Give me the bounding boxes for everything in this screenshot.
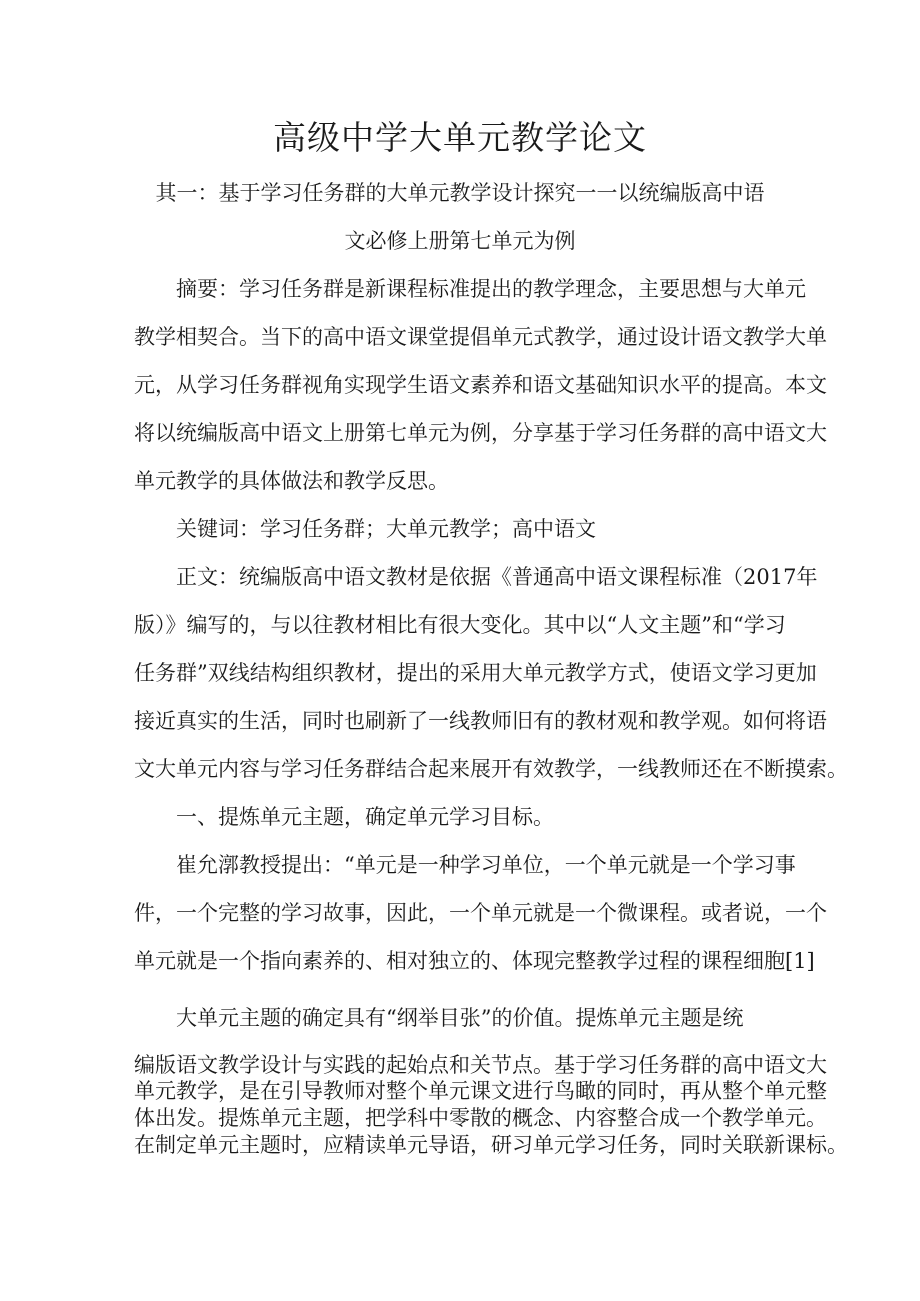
paragraph-line: 编版语文教学设计与实践的起始点和关节点。基于学习任务群的高中语文大 bbox=[134, 1053, 827, 1077]
paragraph-line: 大单元主题的确定具有“纲举目张”的价值。提炼单元主题是统 bbox=[176, 1006, 744, 1030]
subtitle-line-2: 文必修上册第七单元为例 bbox=[344, 229, 576, 253]
abstract-line: 元，从学习任务群视角实现学生语文素养和语文基础知识水平的提高。本文 bbox=[134, 373, 827, 397]
abstract-line: 将以统编版高中语文上册第七单元为例，分享基于学习任务群的高中语文大 bbox=[134, 421, 827, 445]
paragraph-line: 体出发。提炼单元主题，把学科中零散的概念、内容整合成一个教学单元。 bbox=[134, 1106, 827, 1130]
abstract-line: 单元教学的具体做法和教学反思。 bbox=[134, 469, 449, 493]
body-line: 版）》编写的，与以往教材相比有很大变化。其中以“人文主题”和“学习 bbox=[134, 613, 786, 637]
body-line: 文大单元内容与学习任务群结合起来展开有效教学，一线教师还在不断摸索。 bbox=[134, 757, 848, 781]
quote-line: 件，一个完整的学习故事，因此，一个单元就是一个微课程。或者说，一个 bbox=[134, 901, 827, 925]
paragraph-line: 在制定单元主题时，应精读单元导语，研习单元学习任务，同时关联新课标。 bbox=[134, 1133, 848, 1157]
quote-line: 单元就是一个指向素养的、相对独立的、体现完整教学过程的课程细胞[1] bbox=[134, 949, 815, 973]
keywords-line: 关键词：学习任务群；大单元教学；高中语文 bbox=[176, 517, 596, 541]
body-line: 接近真实的生活，同时也刷新了一线教师旧有的教材观和教学观。如何将语 bbox=[134, 709, 827, 733]
body-line: 任务群”双线结构组织教材，提出的采用大单元教学方式，使语文学习更加 bbox=[134, 661, 817, 685]
document-title: 高级中学大单元教学论文 bbox=[273, 118, 647, 157]
paragraph-line: 单元教学，是在引导教师对整个单元课文进行鸟瞰的同时，再从整个单元整 bbox=[134, 1079, 827, 1103]
abstract-line: 教学相契合。当下的高中语文课堂提倡单元式教学，通过设计语文教学大单 bbox=[134, 325, 827, 349]
abstract-line: 摘要：学习任务群是新课程标准提出的教学理念，主要思想与大单元 bbox=[176, 277, 806, 301]
body-line: 正文：统编版高中语文教材是依据《普通高中语文课程标准（2017年 bbox=[176, 565, 818, 589]
section-heading: 一、提炼单元主题，确定单元学习目标。 bbox=[176, 805, 554, 829]
subtitle-line-1: 其一：基于学习任务群的大单元教学设计探究一一以统编版高中语 bbox=[155, 181, 765, 205]
quote-line: 崔允漷教授提出：“单元是一种学习单位，一个单元就是一个学习事 bbox=[176, 853, 796, 877]
